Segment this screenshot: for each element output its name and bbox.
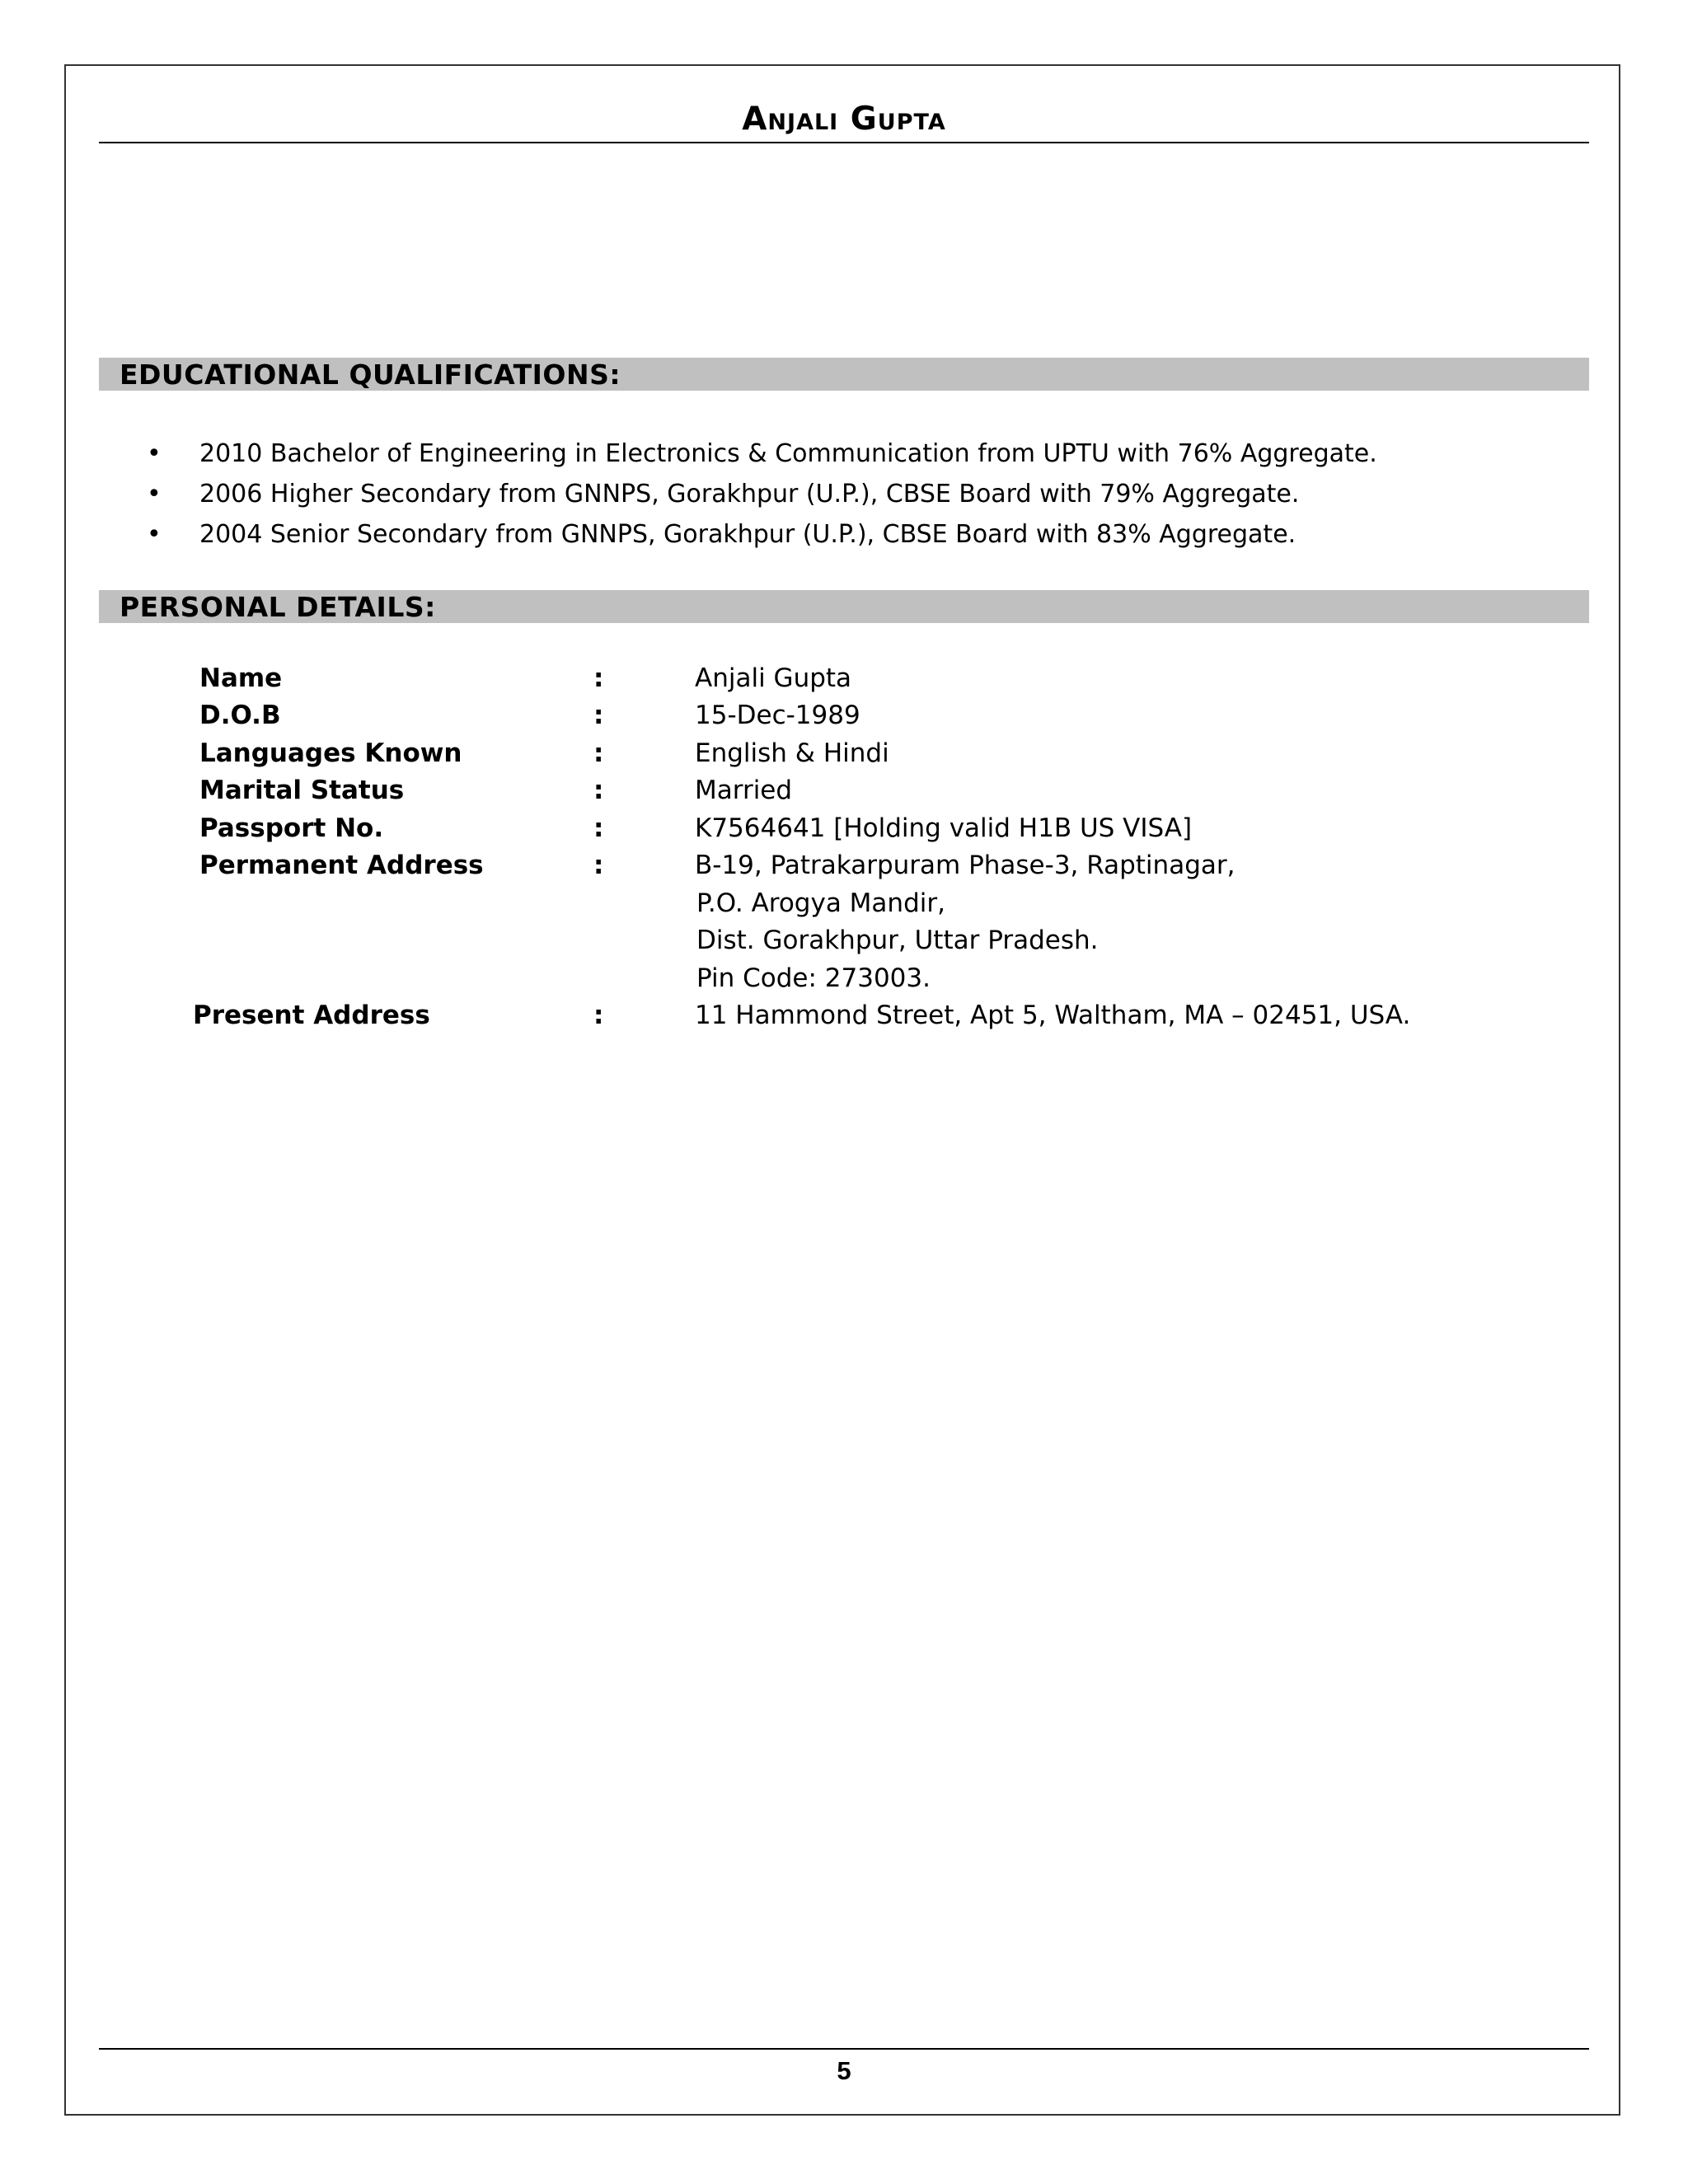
education-list [99,434,1589,555]
list-item [99,514,1589,555]
detail-value: K7564641 [Holding valid H1B US VISA] [695,813,1193,843]
education-item-text: 2004 Senior Secondary from GNNPS, Gorakhpur (U.P.), CBSE Board with 83% Aggregate. [199,520,1296,549]
page-number: 5 [837,2056,851,2085]
address-line: P.O. Arogya Mandir, [696,888,945,918]
detail-row-present-address [0,996,1688,1034]
detail-value: 15-Dec-1989 [695,701,860,730]
detail-row-marital-status [0,771,1688,809]
bullet-icon: • [147,439,162,468]
education-item-text: 2010 Bachelor of Engineering in Electronics & Communication from UPTU with 76% Aggregate. [199,439,1377,468]
detail-row-permanent-address [0,846,1688,884]
detail-separator: : [593,1001,604,1030]
detail-separator: : [593,851,604,880]
detail-row-dob [0,696,1688,734]
address-line: Dist. Gorakhpur, Uttar Pradesh. [696,926,1099,955]
list-item [99,474,1589,514]
detail-label: Name [199,663,283,693]
footer-divider [99,2048,1589,2050]
detail-label: Languages Known [199,738,462,768]
detail-value: B-19, Patrakarpuram Phase-3, Raptinagar, [695,851,1236,880]
bullet-icon: • [147,520,162,549]
detail-row-name [0,659,1688,697]
detail-row-passport [0,809,1688,847]
detail-row-languages [0,734,1688,772]
detail-label: Passport No. [199,813,384,843]
detail-separator: : [593,776,604,805]
detail-separator: : [593,813,604,843]
detail-label: Marital Status [199,776,405,805]
detail-separator: : [593,738,604,768]
detail-label: Present Address [193,1001,430,1030]
detail-value: Married [695,776,793,805]
header-divider [99,142,1589,143]
detail-value: English & Hindi [695,738,889,768]
bullet-icon: • [147,480,162,509]
detail-label: Permanent Address [199,851,484,880]
resume-name-header: Anjali Gupta [742,101,946,138]
detail-separator: : [593,701,604,730]
education-heading: EDUCATIONAL QUALIFICATIONS: [99,358,1589,391]
personal-details-heading: PERSONAL DETAILS: [99,590,1589,623]
list-item [99,434,1589,474]
detail-value: 11 Hammond Street, Apt 5, Waltham, MA – 02451, USA. [695,1001,1411,1030]
detail-separator: : [593,663,604,693]
detail-label: D.O.B [199,701,281,730]
education-item-text: 2006 Higher Secondary from GNNPS, Gorakhpur (U.P.), CBSE Board with 79% Aggregate. [199,480,1300,509]
address-line: Pin Code: 273003. [696,963,931,993]
detail-value: Anjali Gupta [695,663,852,693]
